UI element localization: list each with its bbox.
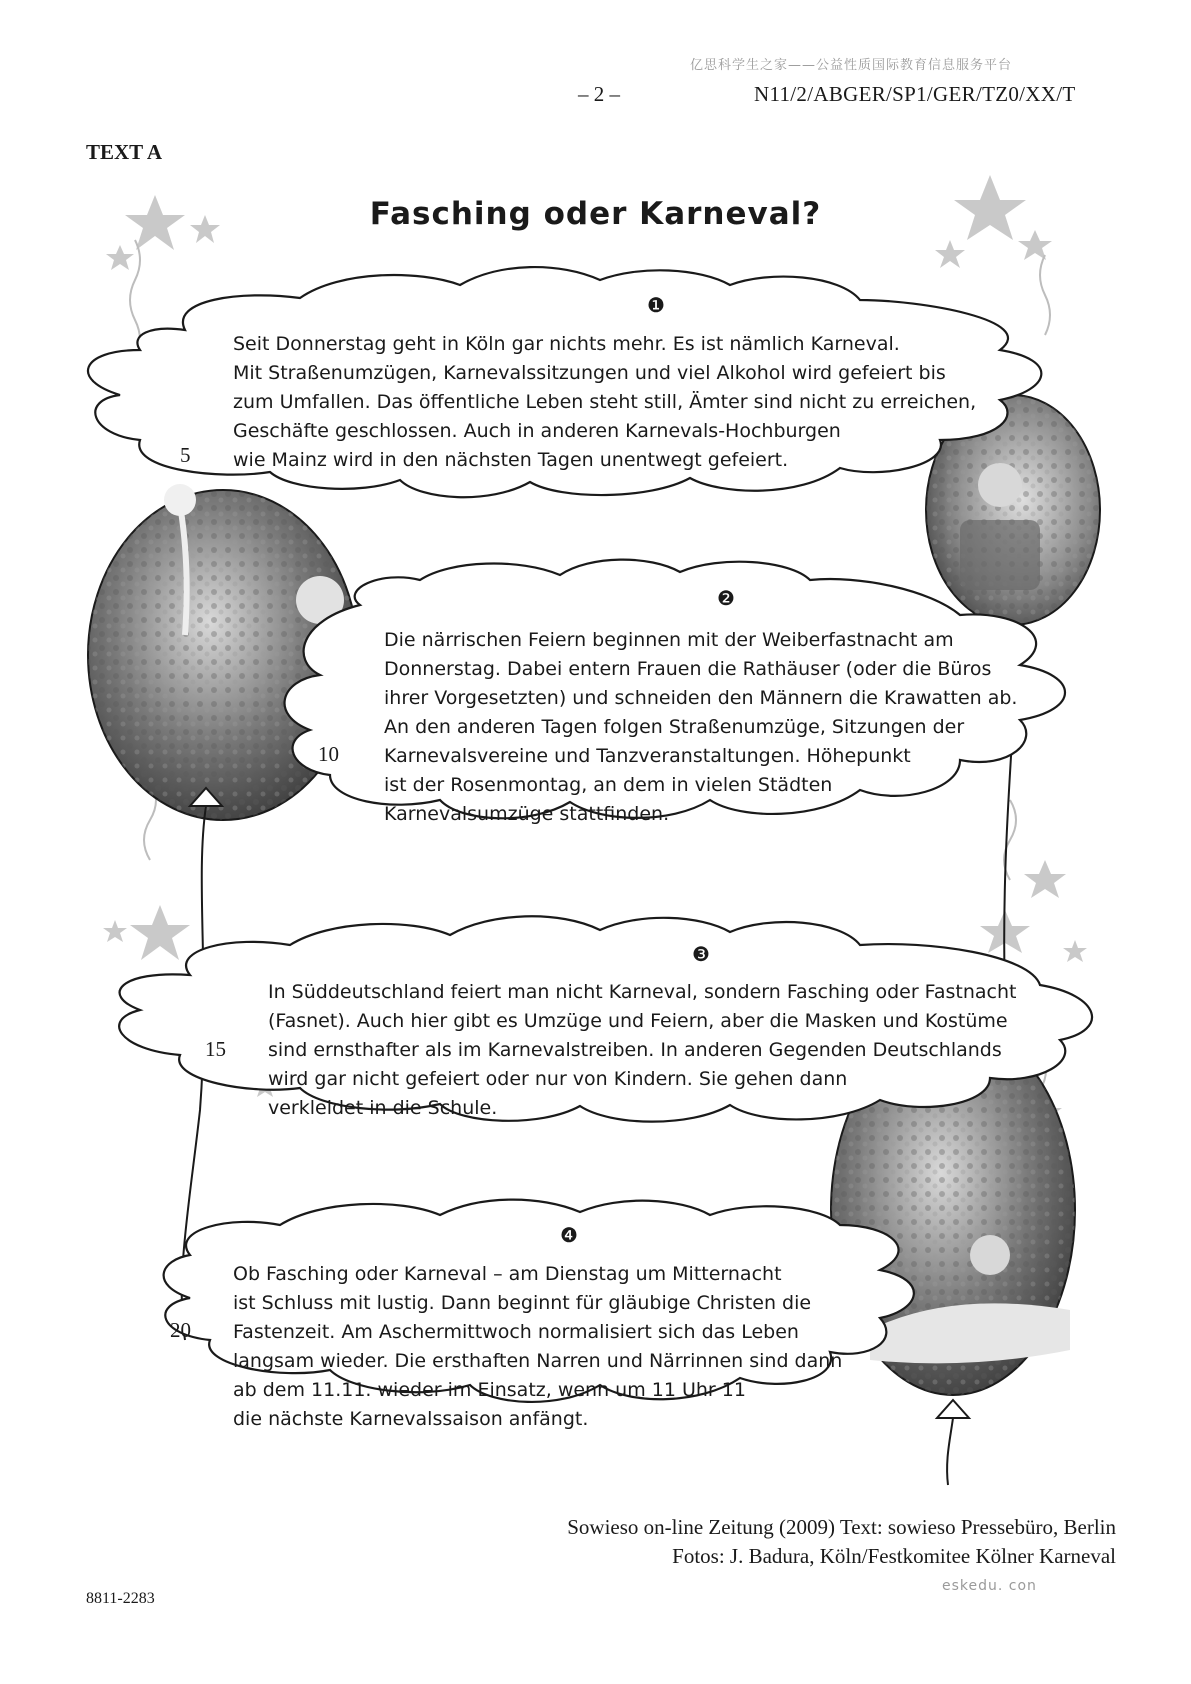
paragraph-2-line: ihrer Vorgesetzten) und schneiden den Männern die Krawatten ab.	[384, 687, 1018, 709]
line-number-15: 15	[205, 1037, 226, 1061]
paragraph-4-line: langsam wieder. Die ersthaften Narren und Närrinnen sind dann	[233, 1350, 843, 1372]
footer-code: 8811-2283	[86, 1590, 155, 1607]
paragraph-4-line: die nächste Karnevalssaison anfängt.	[233, 1408, 589, 1430]
paragraph-3-line: verkleidet in die Schule.	[268, 1097, 498, 1119]
paragraph-2-line: Donnerstag. Dabei entern Frauen die Rathäuser (oder die Büros	[384, 658, 992, 680]
credits-text: Sowieso on-line Zeitung (2009) Text: sowieso Pressebüro, Berlin	[567, 1515, 1116, 1539]
paragraph-4-line: Fastenzeit. Am Aschermittwoch normalisiert sich das Leben	[233, 1321, 799, 1343]
paragraph-1-line: Mit Straßenumzügen, Karnevalssitzungen und viel Alkohol wird gefeiert bis	[233, 362, 946, 384]
paragraph-marker-3: ❸	[692, 942, 710, 966]
paragraph-2-line: ist der Rosenmontag, an dem in vielen Städten	[384, 774, 833, 796]
paragraph-1-line: zum Umfallen. Das öffentliche Leben steht still, Ämter sind nicht zu erreichen,	[233, 391, 977, 413]
paragraph-2-line: An den anderen Tagen folgen Straßenumzüge, Sitzungen der	[384, 716, 965, 738]
paragraph-3-line: In Süddeutschland feiert man nicht Karneval, sondern Fasching oder Fastnacht	[268, 981, 1017, 1003]
paragraph-1-line: Geschäfte geschlossen. Auch in anderen Karnevals-Hochburgen	[233, 420, 841, 442]
footer-watermark: eskedu. con	[942, 1578, 1037, 1594]
paragraph-2	[384, 626, 1017, 829]
header-watermark: 亿思科学生之家——公益性质国际教育信息服务平台	[690, 58, 1013, 73]
paragraph-marker-1: ❶	[647, 293, 665, 317]
paragraph-marker-2: ❷	[717, 586, 735, 610]
document-code: N11/2/ABGER/SP1/GER/TZ0/XX/T	[754, 82, 1076, 106]
paragraph-2-line: Karnevalsumzüge stattfinden.	[384, 803, 670, 825]
paragraph-4-line: ab dem 11.11. wieder im Einsatz, wenn um 11 Uhr 11	[233, 1379, 746, 1401]
paragraph-2-line: Karnevalsvereine und Tanzveranstaltungen. Höhepunkt	[384, 745, 911, 767]
paragraph-marker-4: ❹	[560, 1223, 578, 1247]
paragraph-4	[233, 1260, 842, 1434]
paragraph-1-line: wie Mainz wird in den nächsten Tagen unentwegt gefeiert.	[233, 449, 789, 471]
credits-photos: Fotos: J. Badura, Köln/Festkomitee Kölner Karneval	[672, 1544, 1116, 1568]
line-number-10: 10	[318, 742, 339, 766]
paragraph-1	[233, 330, 976, 475]
page-number: – 2 –	[578, 82, 620, 106]
paragraph-3-line: (Fasnet). Auch hier gibt es Umzüge und Feiern, aber die Masken und Kostüme	[268, 1010, 1008, 1032]
section-label: TEXT A	[86, 140, 163, 164]
page-title: Fasching oder Karneval?	[369, 196, 822, 232]
paragraph-4-line: ist Schluss mit lustig. Dann beginnt für gläubige Christen die	[233, 1292, 812, 1314]
credits	[567, 1513, 1116, 1571]
line-number-20: 20	[170, 1318, 191, 1342]
paragraph-4-line: Ob Fasching oder Karneval – am Dienstag um Mitternacht	[233, 1263, 782, 1285]
paragraph-2-line: Die närrischen Feiern beginnen mit der Weiberfastnacht am	[384, 629, 954, 651]
paragraph-3-line: sind ernsthafter als im Karnevalstreiben. In anderen Gegenden Deutschlands	[268, 1039, 1002, 1061]
paragraph-3	[268, 978, 1016, 1123]
paragraph-1-line: Seit Donnerstag geht in Köln gar nichts mehr. Es ist nämlich Karneval.	[233, 333, 900, 355]
line-number-5: 5	[180, 443, 191, 467]
paragraph-3-line: wird gar nicht gefeiert oder nur von Kindern. Sie gehen dann	[268, 1068, 848, 1090]
